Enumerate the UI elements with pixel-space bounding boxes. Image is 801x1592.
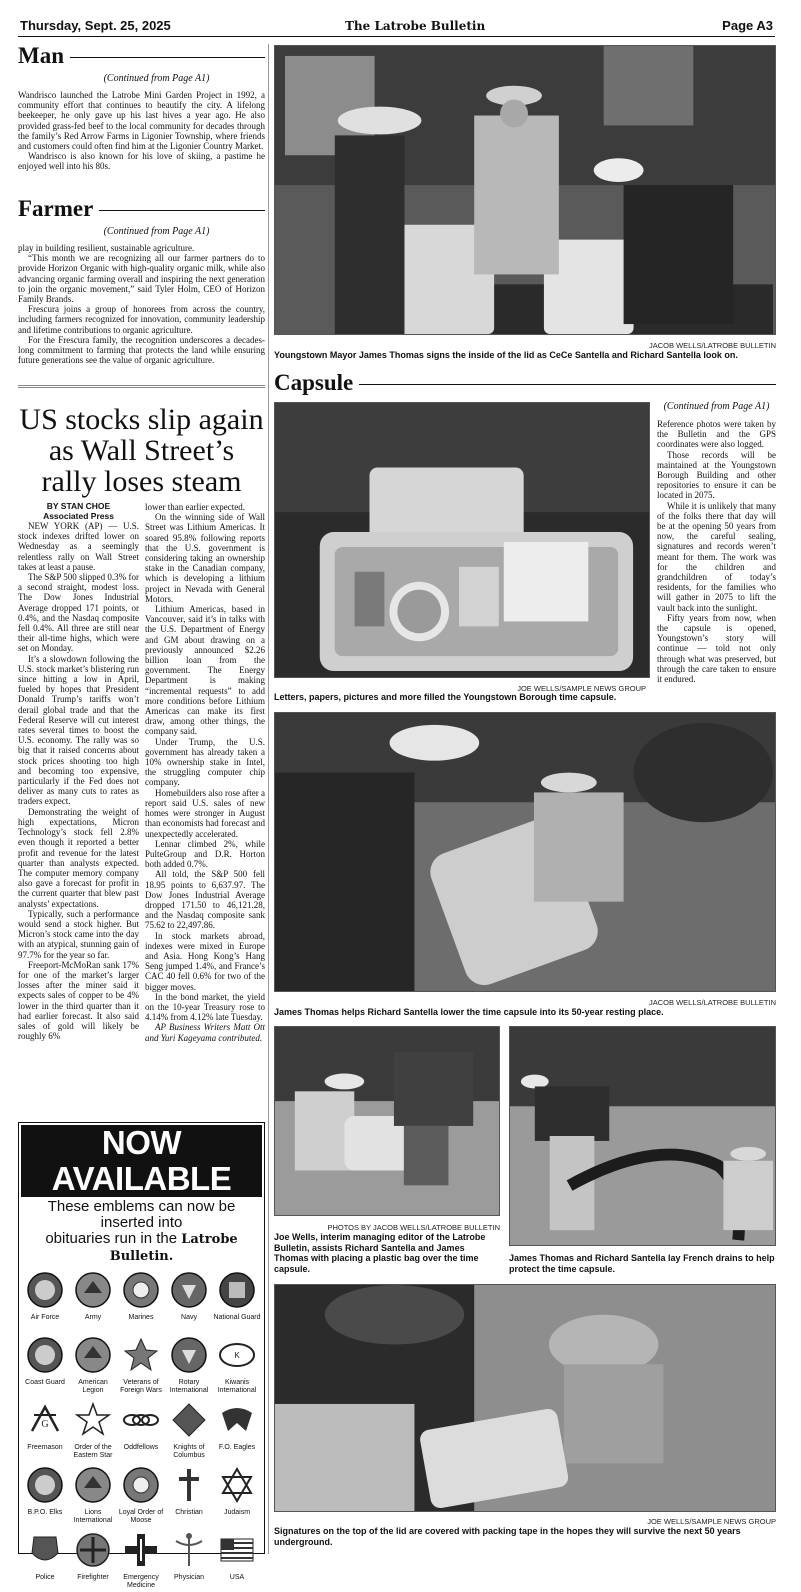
emblem-loyal-order-of-moose <box>117 1466 165 1527</box>
paragraph: Wandrisco launched the Latrobe Mini Garden Project in 1992, a community effort that continues to beautify the city. A lifelong beekeeper, he only gave up his last hives a year ago. He also provided grass-fed beef to the local community for decades through the family’s Red Arrow Farms in Ligonier Township, where friends and customers could often find him at the Ligonier Country Market. <box>18 90 265 152</box>
photo-caption: Joe Wells, interim managing editor of the Latrobe Bulletin, assists Richard Santella and James Thomas with placing a plastic bag over the time capsule. <box>274 1232 486 1274</box>
emblem-label: B.P.O. Elks <box>27 1509 63 1516</box>
farmer-heading: Farmer <box>18 197 265 220</box>
paragraph: Frescura joins a group of honorees from across the country, including farmers recognized for innovation, community leadership and lifetime contributions to organic agriculture. <box>18 304 265 335</box>
emblem-emergency-medicine <box>117 1531 165 1592</box>
emblem-label: Marines <box>128 1314 154 1321</box>
stocks-col2 <box>145 502 265 1043</box>
emblem-navy-icon <box>170 1271 208 1309</box>
emblem-judaism <box>213 1466 261 1527</box>
photo-caption: James Thomas helps Richard Santella lower the time capsule into its 50-year resting place. <box>274 1007 664 1017</box>
ad-banner: NOW AVAILABLE <box>21 1125 262 1197</box>
emblem-label: USA <box>229 1574 245 1581</box>
emblem-american-legion-icon <box>74 1336 112 1374</box>
emblem-firefighter-icon <box>74 1531 112 1569</box>
emblem-label: Police <box>35 1574 55 1581</box>
emblem-firefighter <box>69 1531 117 1592</box>
stocks-headline: US stocks slip again as Wall Street’s rally loses steam <box>19 403 264 498</box>
emblem-label: Kiwanis International <box>217 1379 257 1394</box>
photo-french-drains <box>509 1026 776 1246</box>
photo-signatures-tape <box>274 1284 776 1512</box>
emblem-christian <box>165 1466 213 1527</box>
photo-capsule-contents <box>274 402 650 678</box>
emblem-label: Freemason <box>27 1444 63 1451</box>
section-divider <box>18 385 265 388</box>
paragraph: In stock markets abroad, indexes were mixed in Europe and Asia. Hong Kong’s Hang Seng jumped 1.4%, and France’s CAC 40 fell 0.6% for two of the bigger moves. <box>145 930 265 992</box>
emblem-police-icon <box>26 1531 64 1569</box>
emblem-f-o-eagles-icon <box>218 1401 256 1439</box>
emblem-label: Oddfellows <box>123 1444 159 1451</box>
emblem-police <box>21 1531 69 1592</box>
photo-credit: JACOB WELLS/LATROBE BULLETIN <box>649 998 776 1007</box>
paragraph: Reference photos were taken by the Bulletin and the GPS coordinates were also logged. <box>657 419 776 450</box>
emblem-label: Army <box>84 1314 102 1321</box>
emblem-air-force <box>21 1271 69 1332</box>
photo-caption: Letters, papers, pictures and more filled the Youngstown Borough time capsule. <box>274 692 617 702</box>
man-section <box>18 44 265 172</box>
photo-caption: Youngstown Mayor James Thomas signs the inside of the lid as CeCe Santella and Richard Santella look on. <box>274 350 738 360</box>
emblem-order-of-the-eastern-star <box>69 1401 117 1462</box>
emblem-national-guard <box>213 1271 261 1332</box>
emblem-freemason <box>21 1401 69 1462</box>
emblem-usa-icon <box>218 1531 256 1569</box>
emblem-coast-guard <box>21 1336 69 1397</box>
emblem-lions-international <box>69 1466 117 1527</box>
header-rule <box>18 36 775 37</box>
emblem-label: Navy <box>181 1314 197 1321</box>
paragraph: It’s a slowdown following the U.S. stock market’s blistering run since hitting a low in April, fueled by hopes that President Donald Trump’s tariffs won’t derail global trade and that the Federal Reserve will cut interest rates several times to boost the U.S. economy. The rally was so big that it raised concerns about stock prices shooting too high and becoming too expensive, particularly if the Fed does not deliver as many cuts to rates as traders expect. <box>18 653 139 807</box>
emblem-marines <box>117 1271 165 1332</box>
ad-subtitle-2: obituaries run in the Latrobe Bulletin. <box>45 1230 238 1264</box>
emblem-label: Firefighter <box>77 1574 109 1581</box>
emblem-veterans-of-foreign-wars-icon <box>122 1336 160 1374</box>
emblem-judaism-icon <box>218 1466 256 1504</box>
emblem-grid <box>21 1271 264 1592</box>
column-rule <box>268 44 269 1554</box>
emblem-label: Coast Guard <box>25 1379 65 1386</box>
paragraph: Under Trump, the U.S. government has already taken a 10% ownership stake in Intel, the struggling computer chip company. <box>145 736 265 788</box>
emblem-air-force-icon <box>26 1271 64 1309</box>
paragraph: NEW YORK (AP) — U.S. stock indexes drifted lower on Wednesday as a seemingly relentless rally on Wall Street takes at least a pause. <box>18 521 139 572</box>
man-heading: Man <box>18 44 265 67</box>
paragraph: On the winning side of Wall Street was Lithium Americas. It soared 95.8% following reports that the U.S. government is considering taking an ownership stake in the Canadian company, which is developing a lithium project in Nevada with General Motors. <box>145 512 265 604</box>
farmer-body <box>18 243 265 365</box>
emblem-rotary-international <box>165 1336 213 1397</box>
photo-credit: JACOB WELLS/LATROBE BULLETIN <box>649 341 776 350</box>
photo-credit: JOE WELLS/SAMPLE NEWS GROUP <box>647 1517 776 1526</box>
emblem-emergency-medicine-icon <box>122 1531 160 1569</box>
paragraph: Lennar climbed 2%, while PulteGroup and D.R. Horton both added 0.7%. <box>145 838 265 870</box>
emblem-label: Rotary International <box>169 1379 209 1394</box>
emblem-loyal-order-of-moose-icon <box>122 1466 160 1504</box>
emblem-marines-icon <box>122 1271 160 1309</box>
emblem-label: Order of the Eastern Star <box>73 1444 113 1459</box>
paragraph: Fifty years from now, when the capsule is opened, Youngstown’s story will continue — told not only through what was preserved, but through the care taken to ensure it endured. <box>657 612 776 685</box>
capsule-article <box>657 401 776 684</box>
paragraph: Lithium Americas, based in Vancouver, said it’s in talks with the U.S. Department of Energy and GM about drawing on a previously announced $2.26 billion loan from the government. The Energy Department is making “incremental requests” to add more conditions before Lithium Americas can make its first draw, among other things, the company said. <box>145 604 265 737</box>
emblem-oddfellows <box>117 1401 165 1462</box>
photo-plastic-bag <box>274 1026 500 1216</box>
man-continued: (Continued from Page A1) <box>103 73 210 84</box>
emblem-kiwanis-international-icon <box>218 1336 256 1374</box>
emblem-label: American Legion <box>78 1379 108 1394</box>
paragraph: “This month we are recognizing all our farmer partners do to provide Horizon Organic with high-quality organic milk, while also advancing organic farming overall and inspiring the next generation to join the organic movement,” said Tyler Holm, CEO of Horizon Family Brands. <box>18 253 265 305</box>
emblems-ad <box>18 1122 265 1589</box>
emblem-label: National Guard <box>213 1314 261 1321</box>
svg-text:K: K <box>234 1351 240 1360</box>
photo-lowering-capsule <box>274 712 776 992</box>
emblem-national-guard-icon <box>218 1271 256 1309</box>
stocks-agency: Associated Press <box>43 510 114 521</box>
stocks-col1 <box>18 521 139 1041</box>
paragraph: Freeport-McMoRan sank 17% for one of the market’s larger losses after the miner said it expects sales of copper to be 4% lower in the third quarter than it had earlier forecast. It also said sales of gold will likely be roughly 6% <box>18 959 139 1042</box>
header-paper-name: The Latrobe Bulletin <box>345 19 486 33</box>
emblem-lions-international-icon <box>74 1466 112 1504</box>
paragraph: Typically, such a performance would send a stock higher. But Micron’s stock came into the day with an atypical, stunning gain of 97.7% for the year so far. <box>18 908 139 960</box>
paragraph: play in building resilient, sustainable agriculture. <box>18 243 195 253</box>
emblem-navy <box>165 1271 213 1332</box>
emblem-label: Emergency Medicine <box>123 1574 159 1589</box>
farmer-section <box>18 197 265 365</box>
emblem-knights-of-columbus <box>165 1401 213 1462</box>
photo-credit: JOE WELLS/SAMPLE NEWS GROUP <box>517 684 646 693</box>
emblem-label: Lions International <box>73 1509 113 1524</box>
photo-mayor-signing <box>274 45 776 335</box>
photo-credit: PHOTOS BY JACOB WELLS/LATROBE BULLETIN <box>327 1223 500 1232</box>
emblem-rotary-international-icon <box>170 1336 208 1374</box>
paragraph: AP Business Writers Matt Ott and Yuri Kageyama contributed. <box>145 1022 265 1043</box>
emblem-usa <box>213 1531 261 1592</box>
paragraph: The S&P 500 slipped 0.3% for a second straight, modest loss. The Dow Jones Industrial Average dropped 171 points, or 0.4%, and the Nasdaq composite fell 0.4%. All three are still near their all-time highs, which were set on Monday. <box>18 572 139 654</box>
emblem-christian-icon <box>170 1466 208 1504</box>
emblem-label: F.O. Eagles <box>218 1444 256 1451</box>
emblem-label: Christian <box>175 1509 203 1516</box>
paragraph: Those records will be maintained at the Youngstown Borough Building and other repositories to ensure it can be located in 2075. <box>657 449 776 501</box>
emblem-label: Veterans of Foreign Wars <box>120 1379 162 1394</box>
emblem-label: Knights of Columbus <box>173 1444 205 1459</box>
stocks-article <box>18 502 265 1043</box>
emblem-oddfellows-icon <box>122 1401 160 1439</box>
emblem-f-o-eagles <box>213 1401 261 1462</box>
emblem-label: Physician <box>174 1574 204 1581</box>
paragraph: Demonstrating the weight of high expectations, Micron Technology’s stock fell 2.8% even though it reported a better profit and revenue for the latest quarter than analysts expected. The computer memory company also gave a forecast for profit in the current quarter that blew past analysts’ expectations. <box>18 806 139 909</box>
emblem-knights-of-columbus-icon <box>170 1401 208 1439</box>
photo-caption: James Thomas and Richard Santella lay French drains to help protect the time capsule. <box>509 1253 775 1274</box>
emblem-physician-icon <box>170 1531 208 1569</box>
capsule-continued: (Continued from Page A1) <box>663 401 770 412</box>
svg-text:G: G <box>41 1419 49 1430</box>
emblem-order-of-the-eastern-star-icon <box>74 1401 112 1439</box>
ad-subtitle-1: These emblems can now be inserted into <box>47 1198 236 1231</box>
paragraph: Wandrisco is also known for his love of skiing, a pastime he enjoyed well into his 80s. <box>18 151 265 172</box>
emblem-label: Loyal Order of Moose <box>118 1509 164 1524</box>
stocks-byline: BY STAN CHOE <box>46 501 111 511</box>
capsule-body <box>657 419 776 684</box>
emblem-freemason-icon <box>26 1401 64 1439</box>
paragraph: While it is unlikely that many of the folks there that day will be at the opening 50 years from now, the careful sealing, signatures and records weren’t meant for them. The work was for the children and grandchildren of today’s residents, for the families who will gather in 2075 to lift the vault back into the sunlight. <box>657 500 776 613</box>
paragraph: In the bond market, the yield on the 10-year Treasury rose to 4.14% from 4.12% late Tuesday. <box>145 991 265 1023</box>
farmer-continued: (Continued from Page A1) <box>103 226 210 237</box>
emblem-label: Judaism <box>223 1509 251 1516</box>
paragraph: lower than earlier expected. <box>145 502 245 512</box>
paragraph: For the Frescura family, the recognition underscores a decades-long commitment to farming that protects the land while ensuring future generations see the value of organic agriculture. <box>18 334 265 366</box>
emblem-b-p-o-elks-icon <box>26 1466 64 1504</box>
emblem-veterans-of-foreign-wars <box>117 1336 165 1397</box>
header-date: Thursday, Sept. 25, 2025 <box>20 18 171 33</box>
emblem-coast-guard-icon <box>26 1336 64 1374</box>
emblem-army-icon <box>74 1271 112 1309</box>
man-body <box>18 90 265 172</box>
emblem-american-legion <box>69 1336 117 1397</box>
photo-caption: Signatures on the top of the lid are covered with packing tape in the hopes they will survive the next 50 years underground. <box>274 1526 741 1547</box>
emblem-kiwanis-international <box>213 1336 261 1397</box>
emblem-army <box>69 1271 117 1332</box>
paragraph: Homebuilders also rose after a report said U.S. sales of new homes were stronger in August than economists had forecast and unexpectedly accelerated. <box>145 787 265 839</box>
emblem-physician <box>165 1531 213 1592</box>
emblem-label: Air Force <box>30 1314 60 1321</box>
emblem-b-p-o-elks <box>21 1466 69 1527</box>
paragraph: All told, the S&P 500 fell 18.95 points to 6,637.97. The Dow Jones Industrial Average dropped 171.50 to 46,121.28, and the Nasdaq composite sank 75.62 to 22,497.86. <box>145 869 265 931</box>
header-page-number: Page A3 <box>722 18 773 33</box>
capsule-heading: Capsule <box>274 371 776 394</box>
